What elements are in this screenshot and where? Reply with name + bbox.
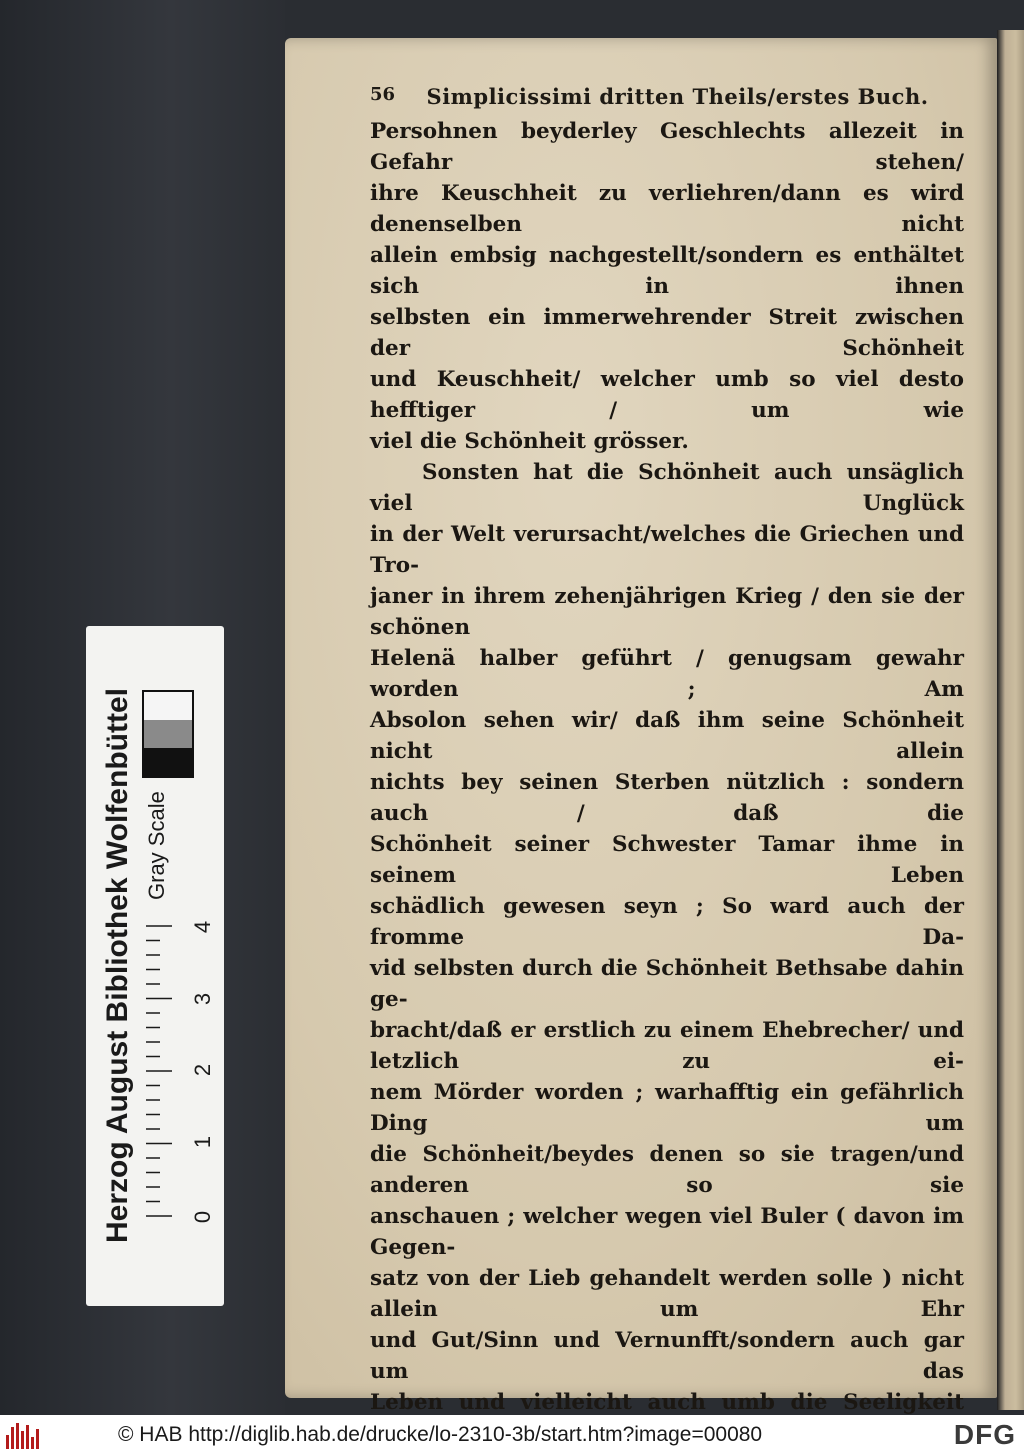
- running-head-title: Simplicissimi dritten Theils/erstes Buch.: [426, 84, 929, 109]
- text-line: nichts bey seinen Sterben nützlich : sondern auch / daß die: [370, 770, 964, 826]
- text-line: Helenä halber geführt / genugsam gewahr worden ; Am: [370, 646, 964, 702]
- text-line: satz von der Lieb gehandelt werden solle ) nicht allein um Ehr: [370, 1266, 964, 1322]
- paragraph-1: [370, 116, 964, 457]
- ruler-number: 3: [190, 992, 215, 1006]
- page-text: [370, 116, 964, 1415]
- text-line: viel die Schönheit grösser.: [370, 429, 689, 454]
- facing-page-edge: [997, 30, 1024, 1410]
- hab-logo-icon: [6, 1421, 42, 1449]
- dfg-logo: DFG: [953, 1419, 1016, 1450]
- text-line: nem Mörder worden ; warhafftig ein gefährlich Ding um: [370, 1080, 964, 1136]
- text-line: Persohnen beyderley Geschlechts allezeit in Gefahr stehen/: [370, 119, 964, 175]
- text-line: allein embsig nachgestellt/sondern es enthältet sich in ihnen: [370, 243, 964, 299]
- copyright-link[interactable]: © HAB http://diglib.hab.de/drucke/lo-2310-3b/start.htm?image=00080: [118, 1423, 763, 1446]
- text-line: und Gut/Sinn und Vernunfft/sondern auch gar um das: [370, 1328, 964, 1384]
- footer-bar: [0, 1415, 1024, 1455]
- text-line: Absolon sehen wir/ daß ihm seine Schönheit nicht allein: [370, 708, 964, 764]
- text-line: anschauen ; welcher wegen viel Buler ( davon im Gegen-: [370, 1204, 964, 1260]
- text-line: Leben und vielleicht auch umb die Seeligkeit: [370, 1390, 964, 1415]
- gray-scale-label: Gray Scale: [144, 791, 169, 901]
- text-line: in der Welt verursacht/welches die Griechen und Tro-: [370, 522, 964, 578]
- text-line: selbsten ein immerwehrender Streit zwischen der Schönheit: [370, 305, 964, 361]
- text-line: schädlich gewesen seyn ; So ward auch der fromme Da-: [370, 894, 964, 950]
- text-line: janer in ihrem zehenjährigen Krieg / den sie der schönen: [370, 584, 964, 640]
- text-line: Schönheit seiner Schwester Tamar ihme in seinem Leben: [370, 832, 964, 888]
- ruler-number: 4: [190, 920, 215, 934]
- running-header: [370, 84, 960, 109]
- ruler-number: 1: [190, 1135, 215, 1149]
- ruler-number: 0: [190, 1210, 215, 1224]
- text-line: und Keuschheit/ welcher umb so viel desto hefftiger / um wie: [370, 367, 964, 423]
- ruler-number: 2: [190, 1063, 215, 1077]
- color-scale-ruler: [86, 626, 224, 1306]
- text-line: die Schönheit/beydes denen so sie tragen/und anderen so sie: [370, 1142, 964, 1198]
- page-number: 56: [370, 84, 396, 105]
- paragraph-2: [370, 457, 964, 1415]
- text-line: Sonsten hat die Schönheit auch unsäglich viel Unglück: [370, 460, 964, 516]
- text-line: bracht/daß er erstlich zu einem Ehebrecher/ und letzlich zu ei-: [370, 1018, 964, 1074]
- text-line: ihre Keuschheit zu verliehren/dann es wird denenselben nicht: [370, 181, 964, 237]
- ruler-library-title: Herzog August Bibliothek Wolfenbüttel: [101, 688, 134, 1244]
- text-line: vid selbsten durch die Schönheit Bethsabe dahin ge-: [370, 956, 964, 1012]
